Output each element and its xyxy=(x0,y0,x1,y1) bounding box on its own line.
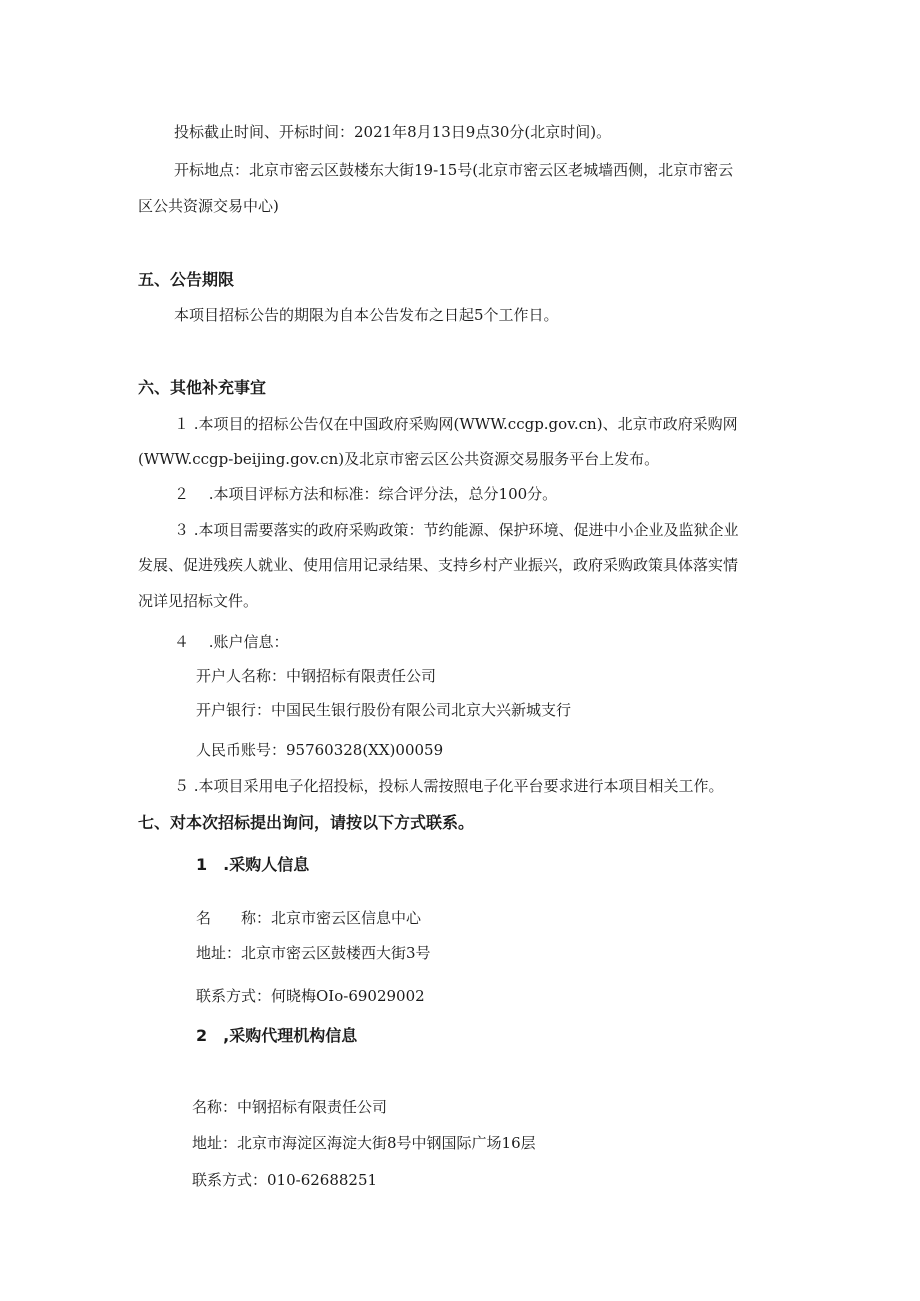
purchaser-name: 名 称：北京市密云区信息中心 xyxy=(196,909,422,927)
purchaser-heading: 1 .采购人信息 xyxy=(196,855,310,874)
purchaser-contact: 联系方式：何晓梅OIo-69029002 xyxy=(196,987,425,1005)
item-4-text: ４ .账户信息： xyxy=(174,633,289,651)
section-6-heading: 六、其他补充事宜 xyxy=(138,378,267,397)
account-bank: 开户银行：中国民生银行股份有限公司北京大兴新城支行 xyxy=(196,701,572,719)
announcement-period-text: 本项目招标公告的期限为自本公告发布之日起5个工作日。 xyxy=(174,306,559,324)
section-5-heading: 五、公告期限 xyxy=(138,270,235,289)
item-3-text-cont-2: 况详见招标文件。 xyxy=(138,592,259,610)
item-1-text: １ .本项目的招标公告仅在中国政府采购网(WWW.ccgp.gov.cn)、北京市政府采购网 xyxy=(174,415,738,433)
item-2-text: ２ .本项目评标方法和标准：综合评分法，总分100分。 xyxy=(174,485,558,503)
item-5-text: ５ .本项目采用电子化招投标，投标人需按照电子化平台要求进行本项目相关工作。 xyxy=(174,777,724,795)
agency-name: 名称：中钢招标有限责任公司 xyxy=(192,1098,388,1116)
purchaser-address: 地址：北京市密云区鼓楼西大街3号 xyxy=(196,944,431,962)
item-3-text-cont: 发展、促进残疾人就业、使用信用记录结果、支持乡村产业振兴，政府采购政策具体落实情 xyxy=(138,556,739,574)
account-name: 开户人名称：中钢招标有限责任公司 xyxy=(196,667,437,685)
agency-contact: 联系方式：010-62688251 xyxy=(192,1171,378,1189)
item-3-text: ３ .本项目需要落实的政府采购政策：节约能源、保护环境、促进中小企业及监狱企业 xyxy=(174,521,739,539)
bid-location-text-cont: 区公共资源交易中心) xyxy=(138,197,279,215)
agency-heading: 2 ,采购代理机构信息 xyxy=(196,1026,358,1045)
account-number: 人民币账号：95760328(XX)00059 xyxy=(196,741,444,759)
section-7-heading: 七、对本次招标提出询问，请按以下方式联系。 xyxy=(138,813,475,832)
bid-deadline-text: 投标截止时间、开标时间：2021年8月13日9点30分(北京时间)。 xyxy=(174,123,612,141)
bid-location-text: 开标地点：北京市密云区鼓楼东大街19-15号(北京市密云区老城墙西侧，北京市密云 xyxy=(174,161,734,179)
agency-address: 地址：北京市海淀区海淀大街8号中钢国际广场16层 xyxy=(192,1134,536,1152)
item-1-text-cont: (WWW.ccgp-beijing.gov.cn)及北京市密云区公共资源交易服务平台上发布。 xyxy=(138,450,660,468)
